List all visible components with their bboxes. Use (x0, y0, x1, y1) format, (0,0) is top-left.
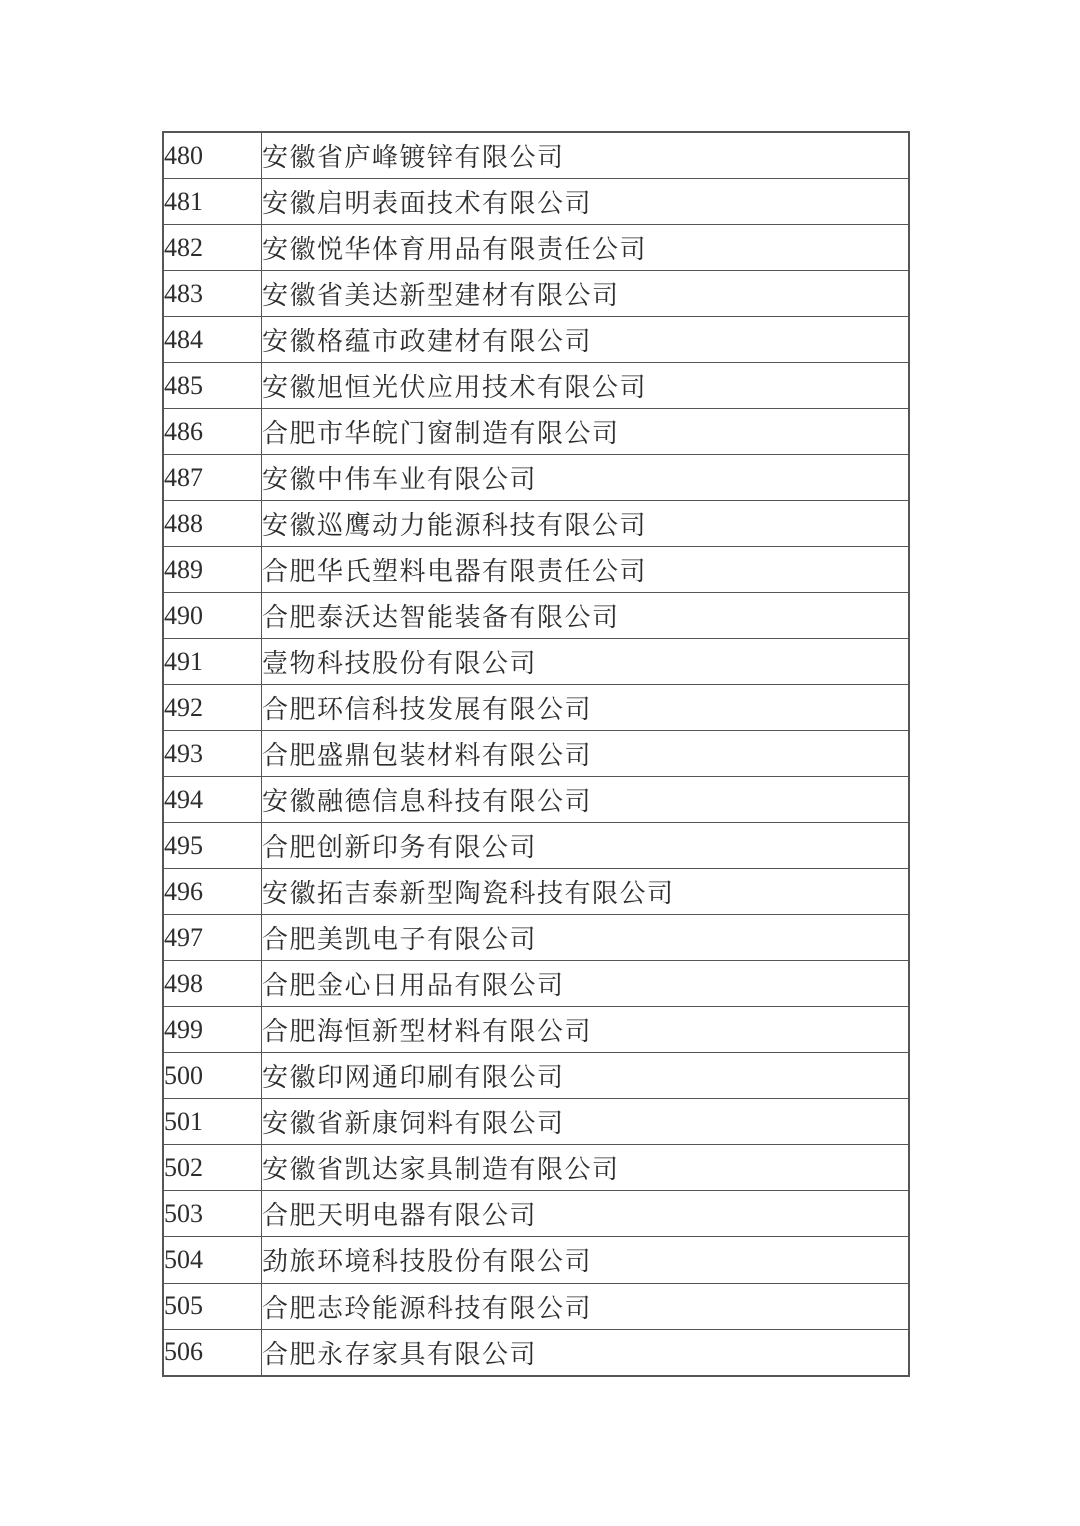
row-number: 491 (163, 639, 262, 685)
company-name: 劲旅环境科技股份有限公司 (262, 1237, 910, 1283)
row-number: 496 (163, 869, 262, 915)
row-number: 480 (163, 132, 262, 179)
table-row (163, 179, 909, 225)
table-row (163, 455, 909, 501)
table-row (163, 1053, 909, 1099)
table-row (163, 317, 909, 363)
row-number: 489 (163, 547, 262, 593)
row-number: 484 (163, 317, 262, 363)
company-name: 壹物科技股份有限公司 (262, 639, 910, 685)
table-row (163, 132, 909, 179)
row-number: 482 (163, 225, 262, 271)
table-row (163, 1191, 909, 1237)
table-row (163, 271, 909, 317)
company-name: 合肥盛鼎包装材料有限公司 (262, 731, 910, 777)
table-row (163, 731, 909, 777)
company-name: 安徽启明表面技术有限公司 (262, 179, 910, 225)
table-row (163, 593, 909, 639)
table-row (163, 1145, 909, 1191)
company-name: 安徽格蕴市政建材有限公司 (262, 317, 910, 363)
row-number: 494 (163, 777, 262, 823)
table-row (163, 363, 909, 409)
table-row (163, 501, 909, 547)
company-table (162, 131, 910, 1377)
row-number: 490 (163, 593, 262, 639)
company-name: 合肥天明电器有限公司 (262, 1191, 910, 1237)
row-number: 503 (163, 1191, 262, 1237)
row-number: 487 (163, 455, 262, 501)
table-row (163, 1237, 909, 1283)
company-name: 合肥志玲能源科技有限公司 (262, 1283, 910, 1329)
company-name: 合肥永存家具有限公司 (262, 1329, 910, 1376)
row-number: 504 (163, 1237, 262, 1283)
table-row (163, 869, 909, 915)
table-row (163, 1007, 909, 1053)
row-number: 486 (163, 409, 262, 455)
row-number: 488 (163, 501, 262, 547)
company-name: 合肥海恒新型材料有限公司 (262, 1007, 910, 1053)
company-name: 安徽巡鹰动力能源科技有限公司 (262, 501, 910, 547)
company-name: 合肥创新印务有限公司 (262, 823, 910, 869)
row-number: 498 (163, 961, 262, 1007)
row-number: 501 (163, 1099, 262, 1145)
row-number: 500 (163, 1053, 262, 1099)
row-number: 499 (163, 1007, 262, 1053)
row-number: 495 (163, 823, 262, 869)
company-name: 安徽省新康饲料有限公司 (262, 1099, 910, 1145)
company-name: 安徽省凯达家具制造有限公司 (262, 1145, 910, 1191)
company-name: 安徽中伟车业有限公司 (262, 455, 910, 501)
row-number: 506 (163, 1329, 262, 1376)
table-row (163, 639, 909, 685)
company-name: 安徽省美达新型建材有限公司 (262, 271, 910, 317)
row-number: 497 (163, 915, 262, 961)
company-name: 安徽省庐峰镀锌有限公司 (262, 132, 910, 179)
table-row (163, 1099, 909, 1145)
company-name: 安徽旭恒光伏应用技术有限公司 (262, 363, 910, 409)
company-name: 合肥美凯电子有限公司 (262, 915, 910, 961)
company-name: 安徽印网通印刷有限公司 (262, 1053, 910, 1099)
table-row (163, 915, 909, 961)
company-name: 安徽拓吉泰新型陶瓷科技有限公司 (262, 869, 910, 915)
table-row (163, 823, 909, 869)
row-number: 505 (163, 1283, 262, 1329)
table-row (163, 1329, 909, 1376)
row-number: 485 (163, 363, 262, 409)
table-row (163, 225, 909, 271)
row-number: 483 (163, 271, 262, 317)
row-number: 493 (163, 731, 262, 777)
company-name: 合肥市华皖门窗制造有限公司 (262, 409, 910, 455)
table-row (163, 685, 909, 731)
row-number: 492 (163, 685, 262, 731)
company-name: 合肥泰沃达智能装备有限公司 (262, 593, 910, 639)
table-row (163, 777, 909, 823)
company-name: 安徽融德信息科技有限公司 (262, 777, 910, 823)
row-number: 481 (163, 179, 262, 225)
company-name: 合肥金心日用品有限公司 (262, 961, 910, 1007)
table-row (163, 409, 909, 455)
company-name: 合肥华氏塑料电器有限责任公司 (262, 547, 910, 593)
table-row (163, 547, 909, 593)
company-name: 安徽悦华体育用品有限责任公司 (262, 225, 910, 271)
row-number: 502 (163, 1145, 262, 1191)
table-row (163, 1283, 909, 1329)
table-row (163, 961, 909, 1007)
company-name: 合肥环信科技发展有限公司 (262, 685, 910, 731)
